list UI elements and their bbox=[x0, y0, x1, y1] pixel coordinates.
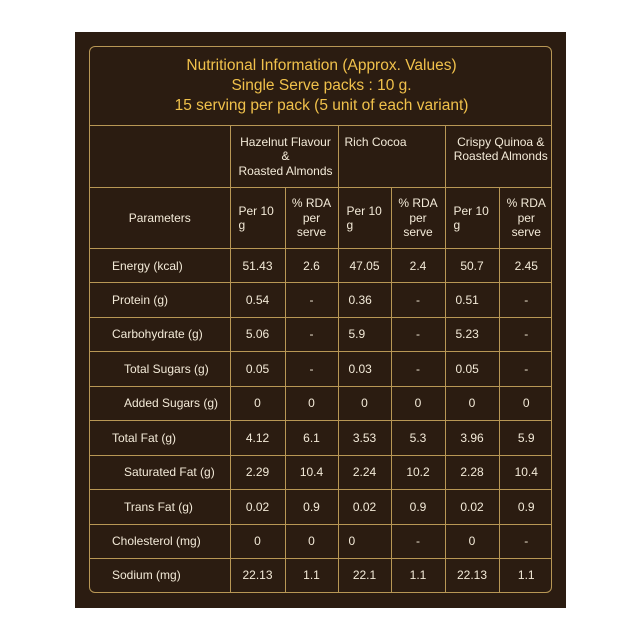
table-cell: 22.13 bbox=[445, 558, 499, 592]
table-cell: 5.9 bbox=[499, 421, 552, 455]
table-cell: 0.54 bbox=[230, 283, 285, 317]
table-cell: 0 bbox=[338, 524, 391, 558]
per10g-header-hazelnut: Per 10 g bbox=[230, 188, 285, 249]
table-cell: 5.06 bbox=[230, 317, 285, 351]
table-cell: 0 bbox=[499, 386, 552, 420]
row-label-energy: Energy (kcal) bbox=[90, 249, 230, 283]
table-row bbox=[90, 352, 552, 386]
table-cell: 0.02 bbox=[338, 490, 391, 524]
table-cell: 0.9 bbox=[499, 490, 552, 524]
table-cell: 50.7 bbox=[445, 249, 499, 283]
table-row bbox=[90, 455, 552, 489]
table-row bbox=[90, 421, 552, 455]
table-cell: 0 bbox=[391, 386, 445, 420]
table-cell: 10.2 bbox=[391, 455, 445, 489]
table-cell: 0.02 bbox=[230, 490, 285, 524]
table-cell: 5.9 bbox=[338, 317, 391, 351]
table-cell: - bbox=[499, 524, 552, 558]
table-cell: - bbox=[391, 524, 445, 558]
table-cell: 0.9 bbox=[391, 490, 445, 524]
table-cell: - bbox=[285, 317, 338, 351]
table-cell: - bbox=[285, 352, 338, 386]
table-cell: 0.02 bbox=[445, 490, 499, 524]
table-cell: 0 bbox=[445, 524, 499, 558]
table-cell: - bbox=[499, 283, 552, 317]
variant-hazelnut bbox=[230, 126, 338, 188]
per10g-header-quinoa: Per 10 g bbox=[445, 188, 499, 249]
table-cell: 0 bbox=[285, 386, 338, 420]
row-label-trans-fat: Trans Fat (g) bbox=[90, 490, 230, 524]
parameters-header: Parameters bbox=[90, 188, 230, 249]
rda-header-cocoa: % RDA per serve bbox=[391, 188, 445, 249]
table-cell: 2.24 bbox=[338, 455, 391, 489]
table-cell: - bbox=[499, 317, 552, 351]
table-cell: 3.96 bbox=[445, 421, 499, 455]
table-row bbox=[90, 317, 552, 351]
per10g-header-cocoa: Per 10 g bbox=[338, 188, 391, 249]
title-line-1: Nutritional Information (Approx. Values) bbox=[186, 57, 457, 74]
table-cell: 5.3 bbox=[391, 421, 445, 455]
table-cell: 0.03 bbox=[338, 352, 391, 386]
table-cell: - bbox=[391, 283, 445, 317]
table-cell: 0.36 bbox=[338, 283, 391, 317]
title-line-2: Single Serve packs : 10 g. bbox=[231, 77, 412, 94]
table-cell: 0 bbox=[285, 524, 338, 558]
row-label-cholesterol: Cholesterol (mg) bbox=[90, 524, 230, 558]
table-cell: 2.29 bbox=[230, 455, 285, 489]
table-cell: 22.13 bbox=[230, 558, 285, 592]
row-label-total-sugars: Total Sugars (g) bbox=[90, 352, 230, 386]
table-cell: 10.4 bbox=[499, 455, 552, 489]
table-cell: 0.05 bbox=[445, 352, 499, 386]
rda-header-hazelnut: % RDA per serve bbox=[285, 188, 338, 249]
table-row bbox=[90, 558, 552, 592]
variant-header-blank bbox=[90, 126, 230, 188]
table-cell: 0 bbox=[445, 386, 499, 420]
variant-rich-cocoa-line1: Rich Cocoa bbox=[344, 135, 407, 149]
table-row bbox=[90, 386, 552, 420]
rda-header-quinoa: % RDA per serve bbox=[499, 188, 552, 249]
row-label-carbohydrate: Carbohydrate (g) bbox=[90, 317, 230, 351]
row-label-protein: Protein (g) bbox=[90, 283, 230, 317]
variant-hazelnut-line1: Hazelnut Flavour & bbox=[240, 135, 331, 164]
table-row bbox=[90, 283, 552, 317]
row-label-saturated-fat: Saturated Fat (g) bbox=[90, 455, 230, 489]
table-cell: 1.1 bbox=[391, 558, 445, 592]
variant-crispy-quinoa bbox=[445, 126, 552, 188]
table-cell: 0 bbox=[230, 524, 285, 558]
table-cell: 47.05 bbox=[338, 249, 391, 283]
table-cell: 4.12 bbox=[230, 421, 285, 455]
table-cell: 1.1 bbox=[499, 558, 552, 592]
row-label-added-sugars: Added Sugars (g) bbox=[90, 386, 230, 420]
row-label-total-fat: Total Fat (g) bbox=[90, 421, 230, 455]
table-title bbox=[90, 47, 552, 126]
variant-hazelnut-line2: Roasted Almonds bbox=[238, 163, 333, 178]
table-cell: 2.45 bbox=[499, 249, 552, 283]
table-cell: 51.43 bbox=[230, 249, 285, 283]
table-cell: - bbox=[499, 352, 552, 386]
variant-rich-cocoa bbox=[338, 126, 445, 188]
table-cell: 10.4 bbox=[285, 455, 338, 489]
table-cell: 6.1 bbox=[285, 421, 338, 455]
table-cell: 2.4 bbox=[391, 249, 445, 283]
table-cell: 2.6 bbox=[285, 249, 338, 283]
table-cell: 3.53 bbox=[338, 421, 391, 455]
table-cell: 5.23 bbox=[445, 317, 499, 351]
table-cell: 1.1 bbox=[285, 558, 338, 592]
table-cell: 0 bbox=[230, 386, 285, 420]
table-cell: 0.9 bbox=[285, 490, 338, 524]
table-row bbox=[90, 249, 552, 283]
table-cell: - bbox=[391, 317, 445, 351]
table-row bbox=[90, 490, 552, 524]
table-cell: - bbox=[285, 283, 338, 317]
table-cell: 0.51 bbox=[445, 283, 499, 317]
table-cell: 0 bbox=[338, 386, 391, 420]
table-cell: 22.1 bbox=[338, 558, 391, 592]
nutrition-table-frame bbox=[89, 46, 552, 593]
table-cell: - bbox=[391, 352, 445, 386]
nutrition-table bbox=[90, 47, 552, 592]
row-label-sodium: Sodium (mg) bbox=[90, 558, 230, 592]
table-row bbox=[90, 524, 552, 558]
table-cell: 2.28 bbox=[445, 455, 499, 489]
variant-quinoa-line2: Roasted Almonds bbox=[453, 149, 548, 164]
variant-quinoa-line1: Crispy Quinoa & bbox=[457, 135, 545, 149]
table-cell: 0.05 bbox=[230, 352, 285, 386]
title-line-3: 15 serving per pack (5 unit of each variant) bbox=[174, 97, 469, 114]
